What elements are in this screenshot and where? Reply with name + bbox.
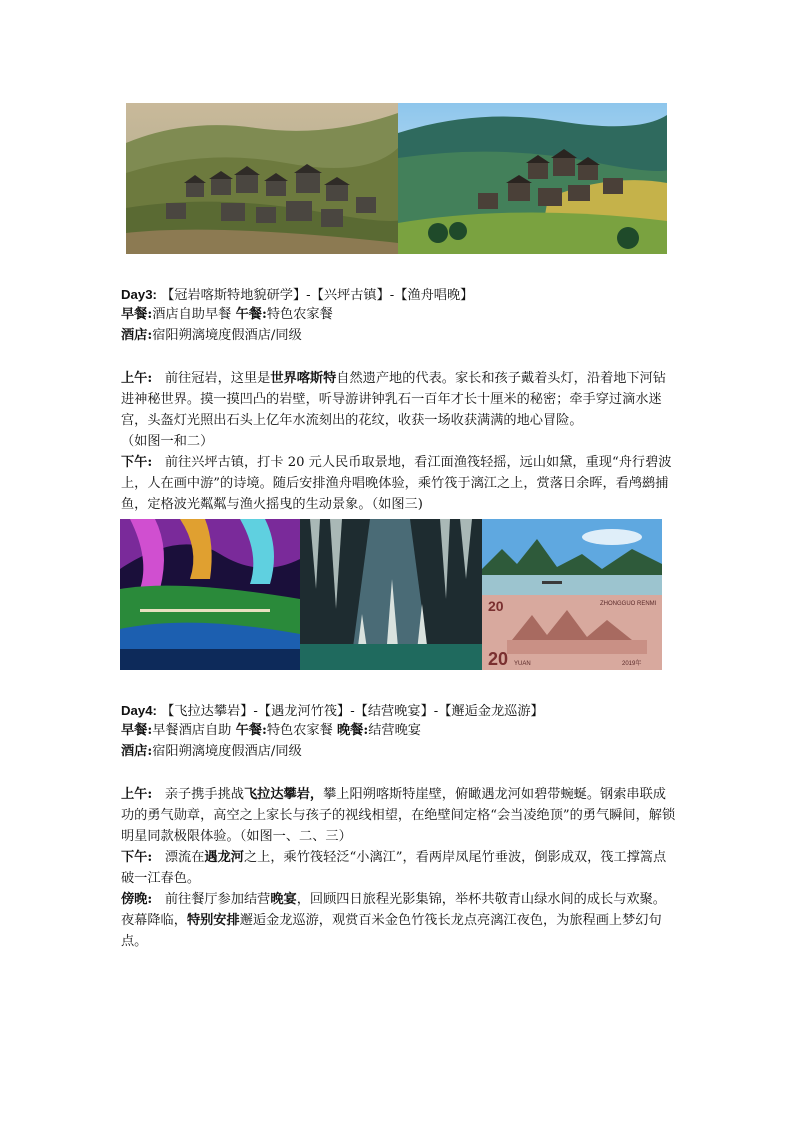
day3-lunch: 特色农家餐	[266, 307, 333, 322]
day4-afternoon-bold: 遇龙河	[204, 850, 244, 865]
day4-evening-pre: 前往餐厅参加结营	[164, 892, 271, 907]
rmb-20-banknote	[482, 595, 662, 670]
day4-lunch: 特色农家餐	[266, 723, 333, 738]
banknote-denomination-top: 20	[488, 598, 504, 614]
day3-lunch-label: 午餐:	[235, 307, 267, 322]
day4-route: 【飞拉达攀岩】-【遇龙河竹筏】-【结营晚宴】-【邂逅金龙巡游】	[161, 704, 544, 719]
day4-morning-post: 攀上阳朔喀斯特崖壁，俯瞰遇龙河如碧带蜿蜒。钢索串联成功的勇气勋章，高空之上家长与孩子的视线相望，在绝壁间定格“会当凌绝顶”的勇气瞬间，解锁明星同款极限体验。（如图一、二、三）	[121, 787, 676, 844]
banknote-currency: YUAN	[514, 661, 531, 667]
day4-afternoon-post: 之上，乘竹筏轻泛“小漓江”，看两岸凤尾竹垂波，倒影成双，筏工撑篙点破一江春色。	[121, 850, 667, 886]
day3-afternoon-text: 前往兴坪古镇，打卡 20 元人民币取景地，看江面渔筏轻摇，远山如黛，重现“舟行碧波上，人在画中游”的诗境。随后安排渔舟唱晚体验，乘竹筏于漓江之上，赏落日余晖，看鸬鹚捕鱼，定格波光粼粼与渔火摇曳的生动景象。（如图三)	[121, 455, 672, 512]
day4-evening-bold2: 特别安排	[186, 913, 240, 928]
day4-morning	[121, 784, 677, 847]
day3-morning-label: 上午:	[121, 371, 153, 386]
day3-morning-note: （如图一和二）	[121, 434, 214, 449]
day4-evening	[121, 889, 677, 952]
cave-photo-stalactites	[300, 519, 482, 670]
day4-afternoon	[121, 847, 677, 889]
day4-morning-pre: 亲子携手挑战	[164, 787, 244, 802]
day4-hotel-label: 酒店:	[121, 744, 153, 759]
day3-hotel	[121, 326, 302, 346]
day4-evening-post: 邂逅金龙巡游，观赏百米金色竹筏长龙点亮漓江夜色，为旅程画上梦幻句点。	[121, 913, 662, 949]
day4-breakfast-label: 早餐:	[121, 723, 153, 738]
day4-label: Day4:	[121, 703, 157, 718]
day4-title	[121, 701, 544, 722]
day4-meals	[121, 721, 421, 741]
day3-morning-pre: 前往冠岩，这里是	[164, 371, 271, 386]
village-photo-right	[398, 103, 667, 254]
day3-morning	[121, 368, 677, 452]
day3-label: Day3:	[121, 287, 157, 302]
day3-title	[121, 285, 473, 306]
day4-breakfast: 早餐酒店自助	[152, 723, 232, 738]
banknote-year: 2019年	[622, 661, 642, 667]
day4-evening-bold1: 晚宴	[270, 892, 297, 907]
village-photo-left	[126, 103, 398, 254]
banknote-denomination: 20	[488, 649, 509, 669]
day3-hotel-value: 宿阳朔漓境度假酒店/同级	[152, 328, 302, 343]
li-river-photo	[482, 519, 662, 595]
day3-morning-post: 自然遗产地的代表。家长和孩子戴着头灯，沿着地下河钻进神秘世界。摸一摸凹凸的岩壁，听导游讲钟乳石一百年才长十厘米的秘密；牵手穿过滴水迷宫，头盔灯光照出石头上亿年水流刻出的花纹，收获一场收获满满的地心冒险。	[121, 371, 666, 428]
day4-dinner: 结营晚宴	[368, 723, 421, 738]
day4-hotel	[121, 742, 302, 762]
day3-meals	[121, 305, 333, 325]
day4-hotel-value: 宿阳朔漓境度假酒店/同级	[152, 744, 302, 759]
day3-afternoon	[121, 452, 677, 515]
day3-afternoon-label: 下午:	[121, 455, 153, 470]
banknote-bank-name: ZHONGGUO RENMI	[600, 601, 657, 607]
day3-morning-bold: 世界喀斯特	[270, 371, 337, 386]
day3-hotel-label: 酒店:	[121, 328, 153, 343]
cave-photo-lit	[120, 519, 300, 670]
day3-route: 【冠岩喀斯特地貌研学】-【兴坪古镇】-【渔舟唱晚】	[161, 288, 474, 303]
day4-evening-label: 傍晚:	[121, 892, 153, 907]
day4-dinner-label: 晚餐:	[336, 723, 369, 738]
day4-afternoon-label: 下午:	[121, 850, 153, 865]
day4-afternoon-pre: 漂流在	[164, 850, 205, 865]
day3-breakfast-label: 早餐:	[121, 307, 153, 322]
day4-morning-bold: 飞拉达攀岩，	[243, 787, 324, 802]
day4-morning-label: 上午:	[121, 787, 153, 802]
day4-evening-mid: ，回顾四日旅程光影集锦，举杯共敬青山绿水间的成长与欢聚。夜幕降临，	[121, 892, 666, 928]
day3-breakfast: 酒店自助早餐	[152, 307, 232, 322]
day4-lunch-label: 午餐:	[235, 723, 267, 738]
